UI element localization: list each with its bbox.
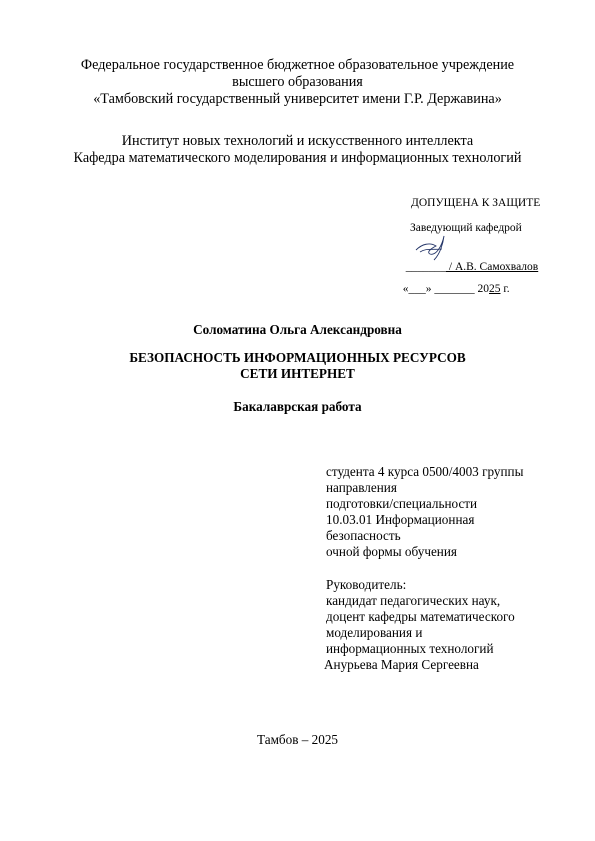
date-open-quote: « [402, 283, 409, 295]
handwritten-signature [412, 230, 452, 262]
supervisor-line: доцент кафедры математического [326, 609, 515, 624]
head-name: / А.В. Самохвалов [446, 261, 539, 273]
institute-block [0, 133, 595, 167]
institute-name: Институт новых технологий и искусственного интеллекта [121, 133, 474, 149]
date-suffix: г. [500, 283, 510, 295]
approval-title: ДОПУЩЕНА К ЗАЩИТЕ [411, 197, 541, 209]
date-year: 25 [489, 283, 501, 295]
student-info [326, 464, 523, 560]
student-info-line: 10.03.01 Информационная [326, 512, 475, 527]
student-info-line: безопасность [326, 528, 401, 543]
thesis-topic [0, 350, 595, 382]
topic-line-2: СЕТИ ИНТЕРНЕТ [240, 366, 355, 381]
city-year: Тамбов – 2025 [256, 732, 339, 747]
student-info-line: очной формы обучения [326, 544, 457, 559]
department-name: Кафедра математического моделирования и информационных технологий [73, 150, 522, 166]
date-month-blank: » _______ 20 [425, 283, 489, 295]
approval-date [397, 268, 510, 296]
signature-blank: _______ [405, 261, 446, 273]
supervisor-name: Анурьева Мария Сергеевна [324, 657, 479, 672]
supervisor-line: информационных технологий [326, 641, 494, 656]
author-name: Соломатина Ольга Александровна [193, 322, 402, 337]
head-of-department-label: Заведующий кафедрой [410, 222, 522, 234]
supervisor-info [326, 577, 515, 673]
supervisor-line: моделирования и [326, 625, 423, 640]
org-line-2: высшего образования [232, 74, 363, 90]
date-day-blank: ___ [408, 283, 426, 295]
student-info-line: подготовки/специальности [326, 496, 478, 511]
organization-name [0, 57, 595, 108]
org-line-1: Федеральное государственное бюджетное образовательное учреждение [80, 57, 515, 73]
work-type: Бакалаврская работа [233, 399, 362, 414]
student-info-line: студента 4 курса 0500/4003 группы [326, 464, 524, 479]
supervisor-label: Руководитель: [326, 577, 407, 592]
topic-line-1: БЕЗОПАСНОСТЬ ИНФОРМАЦИОННЫХ РЕСУРСОВ [129, 350, 466, 365]
student-info-line: направления [326, 480, 397, 495]
supervisor-line: кандидат педагогических наук, [326, 593, 501, 608]
org-line-3: «Тамбовский государственный университет имени Г.Р. Державина» [93, 91, 502, 107]
